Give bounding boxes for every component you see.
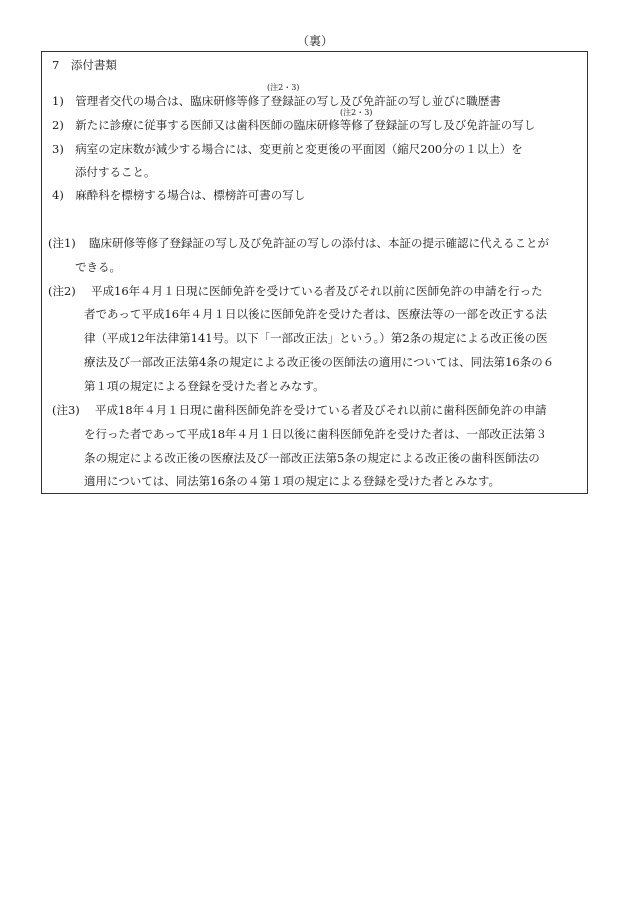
note-2-line-3: 律（平成12年法律第141号。以下「一部改正法」という。）第2条の規定による改正後の医 bbox=[84, 331, 548, 345]
attachment-item-3-line-1: 3) 病室の定床数が減少する場合には、変更前と変更後の平面図（縮尺200分の１以上）を bbox=[52, 142, 523, 156]
note-1-line-1: 臨床研修等修了登録証の写し及び免許証の写しの添付は、本証の提示確認に代えることが bbox=[89, 236, 549, 250]
note-2-line-1: 平成16年４月１日現に医師免許を受けている者及びそれ以前に医師免許の申請を行った bbox=[91, 284, 543, 298]
note-2-line-4: 療法及び一部改正法第4条の規定による改正後の医師法の適用については、同法第16条の６ bbox=[84, 355, 555, 369]
section-title: 7 添付書類 bbox=[52, 58, 117, 72]
attachment-item-1: 1) 管理者交代の場合は、臨床研修等修了登録証の写し及び免許証の写し並びに職歴書 bbox=[52, 94, 501, 108]
attachment-item-4: 4) 麻酔科を標榜する場合は、標榜許可書の写し bbox=[52, 188, 306, 202]
note-2-line-5: 第１項の規定による登録を受けた者とみなす。 bbox=[84, 379, 325, 393]
note-ref-item-1: (注2・3) bbox=[267, 83, 300, 92]
note-1-line-2: できる。 bbox=[75, 260, 121, 274]
note-2-label: (注2) bbox=[48, 284, 76, 298]
page-header: （裏） bbox=[296, 34, 333, 48]
attachment-item-2: 2) 新たに診療に従事する医師又は歯科医師の臨床研修等修了登録証の写し及び免許証の写し bbox=[52, 118, 536, 132]
note-ref-item-2: (注2・3) bbox=[340, 108, 373, 117]
attachment-item-3-line-2: 添付すること。 bbox=[75, 165, 156, 179]
note-1-label: (注1) bbox=[48, 236, 76, 250]
note-2-line-2: 者であって平成16年４月１日以後に医師免許を受けた者は、医療法等の一部を改正する法 bbox=[84, 307, 548, 321]
note-3-line-4: 適用については、同法第16条の４第１項の規定による登録を受けた者とみなす。 bbox=[84, 474, 500, 488]
note-3-line-2: を行った者であって平成18年４月１日以後に歯科医師免許を受けた者は、一部改正法第３ bbox=[84, 427, 548, 441]
note-3-label: (注3) bbox=[52, 403, 80, 417]
note-3-line-3: 条の規定による改正後の医療法及び一部改正法第5条の規定による改正後の歯科医師法の bbox=[84, 451, 540, 465]
note-3-line-1: 平成18年４月１日現に歯科医師免許を受けている者及びそれ以前に歯科医師免許の申請 bbox=[95, 403, 547, 417]
